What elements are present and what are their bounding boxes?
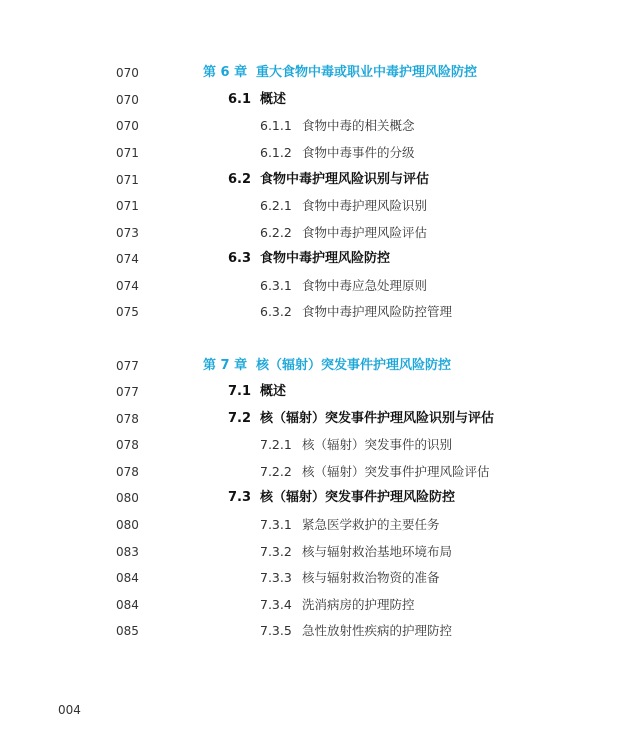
subsection-number: 7.3.5 — [260, 623, 292, 638]
section-7-1-entry[interactable] — [0, 382, 634, 402]
chapter-number: 第 6 章 — [203, 65, 248, 80]
section-title: 食物中毒护理风险识别与评估 — [260, 172, 430, 187]
section-number: 7.3 — [228, 490, 252, 505]
subsection-6-3-2-entry[interactable] — [0, 302, 634, 322]
subsection-number: 6.1.2 — [260, 145, 292, 160]
section-title: 食物中毒护理风险防控 — [260, 251, 391, 266]
subsection-title: 核与辐射救治基地环境布局 — [302, 544, 453, 559]
page-number: 071 — [116, 146, 139, 160]
subsection-number: 7.3.3 — [260, 570, 292, 585]
page-number: 078 — [116, 438, 139, 452]
subsection-title: 洗消病房的护理防控 — [302, 597, 415, 612]
page-number: 075 — [116, 305, 139, 319]
page-number: 077 — [116, 359, 139, 373]
subsection-title: 食物中毒护理风险防控管理 — [302, 304, 453, 319]
subsection-number: 6.2.2 — [260, 225, 292, 240]
subsection-number: 6.3.1 — [260, 278, 292, 293]
page-number: 073 — [116, 226, 139, 240]
page-number: 078 — [116, 465, 139, 479]
subsection-number: 6.3.2 — [260, 304, 292, 319]
page-number: 074 — [116, 252, 139, 266]
section-6-2-entry[interactable] — [0, 170, 634, 190]
subsection-7-3-3-entry[interactable] — [0, 568, 634, 588]
chapter-number: 第 7 章 — [203, 358, 248, 373]
page-number: 074 — [116, 279, 139, 293]
subsection-6-1-1-entry[interactable] — [0, 116, 634, 136]
subsection-number: 7.2.1 — [260, 437, 292, 452]
section-number: 7.1 — [228, 384, 252, 399]
subsection-title: 急性放射性疾病的护理防控 — [302, 623, 453, 638]
subsection-7-2-2-entry[interactable] — [0, 462, 634, 482]
section-title: 概述 — [260, 92, 287, 107]
page-number: 071 — [116, 173, 139, 187]
page-number: 084 — [116, 571, 139, 585]
section-title: 核（辐射）突发事件护理风险识别与评估 — [260, 411, 495, 426]
subsection-7-3-4-entry[interactable] — [0, 595, 634, 615]
subsection-title: 食物中毒应急处理原则 — [302, 278, 428, 293]
page-number: 071 — [116, 199, 139, 213]
section-number: 6.2 — [228, 172, 252, 187]
page-number: 070 — [116, 119, 139, 133]
subsection-title: 食物中毒的相关概念 — [302, 118, 415, 133]
page-number: 085 — [116, 624, 139, 638]
section-number: 7.2 — [228, 411, 252, 426]
subsection-title: 食物中毒护理风险识别 — [302, 198, 428, 213]
page-number: 070 — [116, 93, 139, 107]
subsection-6-1-2-entry[interactable] — [0, 143, 634, 163]
chapter-7-entry[interactable] — [0, 356, 634, 376]
section-title: 概述 — [260, 384, 287, 399]
subsection-6-3-1-entry[interactable] — [0, 276, 634, 296]
section-title: 核（辐射）突发事件护理风险防控 — [260, 490, 456, 505]
subsection-title: 食物中毒事件的分级 — [302, 145, 415, 160]
subsection-number: 7.3.1 — [260, 517, 292, 532]
chapter-title: 核（辐射）突发事件护理风险防控 — [256, 358, 452, 373]
subsection-7-3-2-entry[interactable] — [0, 542, 634, 562]
section-6-1-entry[interactable] — [0, 90, 634, 110]
chapter-title: 重大食物中毒或职业中毒护理风险防控 — [256, 65, 478, 80]
page-number: 083 — [116, 545, 139, 559]
section-7-2-entry[interactable] — [0, 409, 634, 429]
section-6-3-entry[interactable] — [0, 249, 634, 269]
subsection-6-2-1-entry[interactable] — [0, 196, 634, 216]
subsection-number: 6.1.1 — [260, 118, 292, 133]
chapter-6-entry[interactable] — [0, 63, 634, 83]
page-number: 084 — [116, 598, 139, 612]
page-number: 077 — [116, 385, 139, 399]
subsection-title: 食物中毒护理风险评估 — [302, 225, 428, 240]
subsection-number: 7.2.2 — [260, 464, 292, 479]
section-number: 6.3 — [228, 251, 252, 266]
subsection-number: 7.3.4 — [260, 597, 292, 612]
subsection-title: 核与辐射救治物资的准备 — [302, 570, 440, 585]
subsection-number: 6.2.1 — [260, 198, 292, 213]
section-7-3-entry[interactable] — [0, 488, 634, 508]
subsection-7-2-1-entry[interactable] — [0, 435, 634, 455]
subsection-7-3-1-entry[interactable] — [0, 515, 634, 535]
footer-page-number: 004 — [58, 703, 81, 717]
subsection-7-3-5-entry[interactable] — [0, 621, 634, 641]
page-number: 080 — [116, 518, 139, 532]
subsection-number: 7.3.2 — [260, 544, 292, 559]
subsection-title: 核（辐射）突发事件护理风险评估 — [302, 464, 490, 479]
subsection-title: 核（辐射）突发事件的识别 — [302, 437, 453, 452]
subsection-6-2-2-entry[interactable] — [0, 223, 634, 243]
page-number: 078 — [116, 412, 139, 426]
section-number: 6.1 — [228, 92, 252, 107]
page-number: 070 — [116, 66, 139, 80]
page-number: 080 — [116, 491, 139, 505]
subsection-title: 紧急医学救护的主要任务 — [302, 517, 440, 532]
